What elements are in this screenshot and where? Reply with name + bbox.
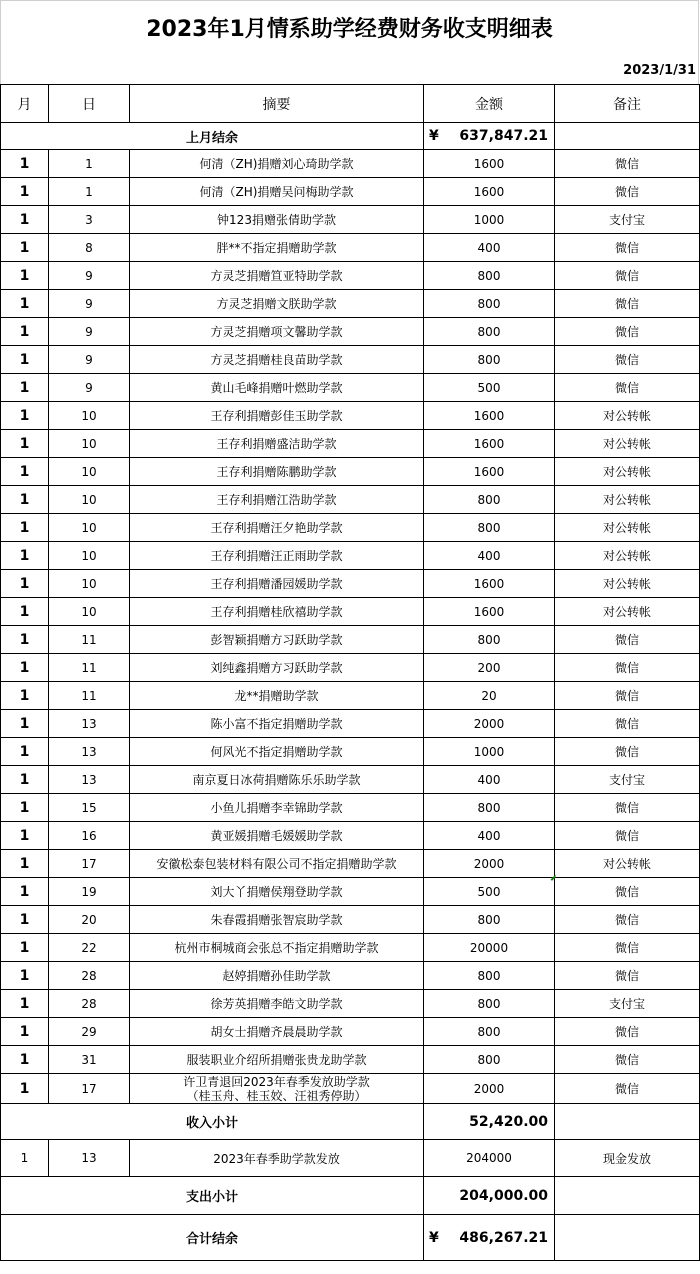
income-row	[1, 682, 700, 710]
income-month: 1	[1, 962, 49, 990]
income-month: 1	[1, 262, 49, 290]
income-summary: 黄山毛峰捐赠叶燃助学款	[130, 374, 424, 402]
income-summary: 王存利捐赠盛洁助学款	[130, 430, 424, 458]
income-month: 1	[1, 542, 49, 570]
income-summary: 朱春霞捐赠张智宸助学款	[130, 906, 424, 934]
income-day: 17	[49, 850, 130, 878]
income-amount: 2000	[424, 850, 555, 878]
income-day: 9	[49, 290, 130, 318]
income-day: 9	[49, 318, 130, 346]
income-row	[1, 878, 700, 906]
expense-amount: 204000	[424, 1140, 555, 1177]
expense-subtotal-label: 支出小计	[1, 1177, 424, 1215]
income-month: 1	[1, 710, 49, 738]
income-month: 1	[1, 514, 49, 542]
income-month: 1	[1, 934, 49, 962]
income-note: 微信	[555, 934, 700, 962]
income-day: 10	[49, 514, 130, 542]
income-month: 1	[1, 570, 49, 598]
income-amount: 1600	[424, 150, 555, 178]
income-row	[1, 402, 700, 430]
income-summary: 刘大丫捐赠侯翔登助学款	[130, 878, 424, 906]
income-day: 31	[49, 1046, 130, 1074]
income-row	[1, 206, 700, 234]
income-note: 微信	[555, 878, 700, 906]
income-note: 对公转帐	[555, 850, 700, 878]
income-summary: 王存利捐赠陈鹏助学款	[130, 458, 424, 486]
income-month: 1	[1, 1018, 49, 1046]
income-row	[1, 626, 700, 654]
income-note: 支付宝	[555, 766, 700, 794]
income-amount: 1600	[424, 570, 555, 598]
income-day: 11	[49, 626, 130, 654]
income-note: 微信	[555, 962, 700, 990]
income-month: 1	[1, 430, 49, 458]
income-day: 19	[49, 878, 130, 906]
income-amount: 1000	[424, 738, 555, 766]
income-subtotal-amount: 52,420.00	[424, 1104, 555, 1140]
income-day: 11	[49, 654, 130, 682]
income-amount: 800	[424, 1018, 555, 1046]
income-summary: 杭州市桐城商会张总不指定捐赠助学款	[130, 934, 424, 962]
income-summary: 王存利捐赠汪正雨助学款	[130, 542, 424, 570]
income-month: 1	[1, 850, 49, 878]
closing-amount-value: 486,267.21	[459, 1229, 548, 1246]
income-day: 10	[49, 570, 130, 598]
opening-currency: ¥	[429, 128, 439, 144]
income-amount: 800	[424, 346, 555, 374]
income-row	[1, 794, 700, 822]
income-note: 微信	[555, 682, 700, 710]
income-summary: 胖**不指定捐赠助学款	[130, 234, 424, 262]
income-day: 13	[49, 766, 130, 794]
income-summary: 龙**捐赠助学款	[130, 682, 424, 710]
income-summary: 何清（ZH)捐赠吴问梅助学款	[130, 178, 424, 206]
income-amount: 800	[424, 486, 555, 514]
income-row	[1, 234, 700, 262]
income-summary: 小鱼儿捐赠李幸锦助学款	[130, 794, 424, 822]
opening-amount-value: 637,847.21	[459, 128, 548, 144]
expense-subtotal-note	[555, 1177, 700, 1215]
income-day: 1	[49, 178, 130, 206]
income-row	[1, 542, 700, 570]
income-summary: 王存利捐赠汪夕艳助学款	[130, 514, 424, 542]
income-summary: 王存利捐赠江浩助学款	[130, 486, 424, 514]
income-month: 1	[1, 990, 49, 1018]
refund-amount: 2000	[424, 1074, 555, 1104]
income-summary: 赵婷捐赠孙佳助学款	[130, 962, 424, 990]
income-note: 微信	[555, 626, 700, 654]
income-day: 10	[49, 486, 130, 514]
income-summary: 南京夏日冰荷捐赠陈乐乐助学款	[130, 766, 424, 794]
income-summary: 安徽松泰包装材料有限公司不指定捐赠助学款	[130, 850, 424, 878]
expense-month: 1	[1, 1140, 49, 1177]
income-amount: 800	[424, 1046, 555, 1074]
income-note: 对公转帐	[555, 402, 700, 430]
income-subtotal-row	[1, 1104, 700, 1140]
income-amount: 1600	[424, 178, 555, 206]
income-note: 支付宝	[555, 990, 700, 1018]
income-month: 1	[1, 766, 49, 794]
income-day: 1	[49, 150, 130, 178]
refund-month: 1	[1, 1074, 49, 1104]
income-note: 微信	[555, 318, 700, 346]
income-month: 1	[1, 206, 49, 234]
income-row	[1, 822, 700, 850]
income-note: 对公转帐	[555, 542, 700, 570]
income-row	[1, 766, 700, 794]
income-amount: 1000	[424, 206, 555, 234]
income-row	[1, 486, 700, 514]
income-row	[1, 458, 700, 486]
expense-summary: 2023年春季助学款发放	[130, 1140, 424, 1177]
income-month: 1	[1, 654, 49, 682]
refund-summary-line1: 许卫青退回2023年春季发放助学款	[183, 1074, 370, 1089]
income-day: 9	[49, 262, 130, 290]
income-day: 8	[49, 234, 130, 262]
refund-row	[1, 1074, 700, 1104]
expense-row	[1, 1140, 700, 1177]
income-note: 微信	[555, 822, 700, 850]
income-note: 支付宝	[555, 206, 700, 234]
income-note: 微信	[555, 654, 700, 682]
header-amount: 金额	[424, 85, 555, 123]
income-summary: 陈小富不指定捐赠助学款	[130, 710, 424, 738]
income-row	[1, 962, 700, 990]
income-note: 微信	[555, 178, 700, 206]
income-row	[1, 906, 700, 934]
refund-day: 17	[49, 1074, 130, 1104]
income-row	[1, 850, 700, 878]
income-day: 22	[49, 934, 130, 962]
income-day: 11	[49, 682, 130, 710]
income-summary: 方灵芝捐赠笪亚特助学款	[130, 262, 424, 290]
income-note: 对公转帐	[555, 598, 700, 626]
closing-note	[555, 1215, 700, 1261]
income-row	[1, 430, 700, 458]
income-day: 10	[49, 458, 130, 486]
income-amount: 800	[424, 626, 555, 654]
income-day: 10	[49, 542, 130, 570]
income-row	[1, 150, 700, 178]
income-summary: 胡女士捐赠齐晨晨助学款	[130, 1018, 424, 1046]
income-month: 1	[1, 458, 49, 486]
opening-label: 上月结余	[1, 123, 424, 150]
income-amount: 800	[424, 290, 555, 318]
income-month: 1	[1, 290, 49, 318]
income-note: 对公转帐	[555, 430, 700, 458]
income-month: 1	[1, 738, 49, 766]
income-amount: 400	[424, 234, 555, 262]
income-amount: 800	[424, 514, 555, 542]
income-month: 1	[1, 1046, 49, 1074]
income-row	[1, 1046, 700, 1074]
income-amount: 800	[424, 794, 555, 822]
income-day: 9	[49, 346, 130, 374]
income-month: 1	[1, 598, 49, 626]
opening-note	[555, 123, 700, 150]
income-amount: 800	[424, 262, 555, 290]
income-summary: 黄亚媛捐赠毛媛媛助学款	[130, 822, 424, 850]
income-row	[1, 654, 700, 682]
closing-amount	[424, 1215, 555, 1261]
income-row	[1, 346, 700, 374]
income-month: 1	[1, 318, 49, 346]
income-amount: 20000	[424, 934, 555, 962]
income-day: 28	[49, 962, 130, 990]
income-note: 微信	[555, 290, 700, 318]
income-row	[1, 290, 700, 318]
opening-amount	[424, 123, 555, 150]
income-day: 16	[49, 822, 130, 850]
income-summary: 彭智颖捐赠方习跃助学款	[130, 626, 424, 654]
income-month: 1	[1, 402, 49, 430]
income-note: 对公转帐	[555, 570, 700, 598]
income-month: 1	[1, 346, 49, 374]
income-amount: 800	[424, 318, 555, 346]
income-month: 1	[1, 682, 49, 710]
refund-summary-line2: （桂玉舟、桂玉姣、汪祖秀停助）	[186, 1088, 367, 1103]
income-day: 13	[49, 710, 130, 738]
income-row	[1, 178, 700, 206]
expense-day: 13	[49, 1140, 130, 1177]
income-note: 微信	[555, 738, 700, 766]
header-row	[1, 85, 700, 123]
income-subtotal-note	[555, 1104, 700, 1140]
income-note: 微信	[555, 262, 700, 290]
sheet-title: 2023年1月情系助学经费财务收支明细表	[0, 0, 699, 58]
income-day: 15	[49, 794, 130, 822]
closing-currency: ¥	[429, 1229, 439, 1246]
income-amount: 1600	[424, 458, 555, 486]
refund-note: 微信	[555, 1074, 700, 1104]
income-day: 13	[49, 738, 130, 766]
income-amount: 1600	[424, 430, 555, 458]
income-month: 1	[1, 626, 49, 654]
income-row	[1, 934, 700, 962]
income-amount: 200	[424, 654, 555, 682]
closing-balance-row	[1, 1215, 700, 1261]
income-month: 1	[1, 822, 49, 850]
income-note: 对公转帐	[555, 458, 700, 486]
income-note: 微信	[555, 906, 700, 934]
income-amount: 800	[424, 906, 555, 934]
opening-balance-row	[1, 123, 700, 150]
income-subtotal-label: 收入小计	[1, 1104, 424, 1140]
income-note: 对公转帐	[555, 514, 700, 542]
income-row	[1, 570, 700, 598]
income-month: 1	[1, 234, 49, 262]
income-month: 1	[1, 178, 49, 206]
income-month: 1	[1, 794, 49, 822]
income-row	[1, 598, 700, 626]
refund-summary	[130, 1074, 424, 1104]
income-summary: 王存利捐赠桂欣禧助学款	[130, 598, 424, 626]
income-day: 20	[49, 906, 130, 934]
income-amount: 400	[424, 766, 555, 794]
income-summary: 方灵芝捐赠桂良苗助学款	[130, 346, 424, 374]
income-amount: 800	[424, 962, 555, 990]
income-row	[1, 710, 700, 738]
income-month: 1	[1, 906, 49, 934]
income-summary: 何清（ZH)捐赠刘心琦助学款	[130, 150, 424, 178]
income-summary: 服装职业介绍所捐赠张贵龙助学款	[130, 1046, 424, 1074]
income-amount: 500	[424, 374, 555, 402]
income-note: 对公转帐	[555, 486, 700, 514]
income-amount: 400	[424, 822, 555, 850]
income-note: 微信	[555, 234, 700, 262]
income-note: 微信	[555, 150, 700, 178]
income-row	[1, 738, 700, 766]
income-row	[1, 990, 700, 1018]
income-note: 微信	[555, 710, 700, 738]
report-date: 2023/1/31	[0, 58, 699, 84]
income-month: 1	[1, 150, 49, 178]
income-month: 1	[1, 486, 49, 514]
income-row	[1, 374, 700, 402]
income-note: 微信	[555, 1018, 700, 1046]
income-day: 10	[49, 402, 130, 430]
income-month: 1	[1, 374, 49, 402]
income-row	[1, 318, 700, 346]
income-amount: 1600	[424, 402, 555, 430]
income-summary: 方灵芝捐赠文朕助学款	[130, 290, 424, 318]
header-day: 日	[49, 85, 130, 123]
expense-subtotal-amount: 204,000.00	[424, 1177, 555, 1215]
header-note: 备注	[555, 85, 700, 123]
income-day: 9	[49, 374, 130, 402]
income-summary: 王存利捐赠彭佳玉助学款	[130, 402, 424, 430]
income-amount: 20	[424, 682, 555, 710]
expense-note: 现金发放	[555, 1140, 700, 1177]
closing-label: 合计结余	[1, 1215, 424, 1261]
income-day: 29	[49, 1018, 130, 1046]
income-row	[1, 514, 700, 542]
income-row	[1, 262, 700, 290]
income-note: 微信	[555, 1046, 700, 1074]
income-note: 微信	[555, 794, 700, 822]
income-month: 1	[1, 878, 49, 906]
income-row	[1, 1018, 700, 1046]
income-summary: 方灵芝捐赠项文馨助学款	[130, 318, 424, 346]
income-note: 微信	[555, 374, 700, 402]
income-summary: 钟123捐赠张倩助学款	[130, 206, 424, 234]
income-summary: 何风光不指定捐赠助学款	[130, 738, 424, 766]
income-summary: 刘纯鑫捐赠方习跃助学款	[130, 654, 424, 682]
header-month: 月	[1, 85, 49, 123]
income-summary: 王存利捐赠潘园媛助学款	[130, 570, 424, 598]
income-day: 28	[49, 990, 130, 1018]
finance-table	[0, 84, 700, 1261]
income-note: 微信	[555, 346, 700, 374]
income-day: 10	[49, 598, 130, 626]
income-amount: 800	[424, 990, 555, 1018]
income-amount: 1600	[424, 598, 555, 626]
header-summary: 摘要	[130, 85, 424, 123]
income-amount: 2000	[424, 710, 555, 738]
income-day: 3	[49, 206, 130, 234]
income-summary: 徐芳英捐赠李皓文助学款	[130, 990, 424, 1018]
income-day: 10	[49, 430, 130, 458]
income-amount: 500	[424, 878, 555, 906]
expense-subtotal-row	[1, 1177, 700, 1215]
income-amount: 400	[424, 542, 555, 570]
